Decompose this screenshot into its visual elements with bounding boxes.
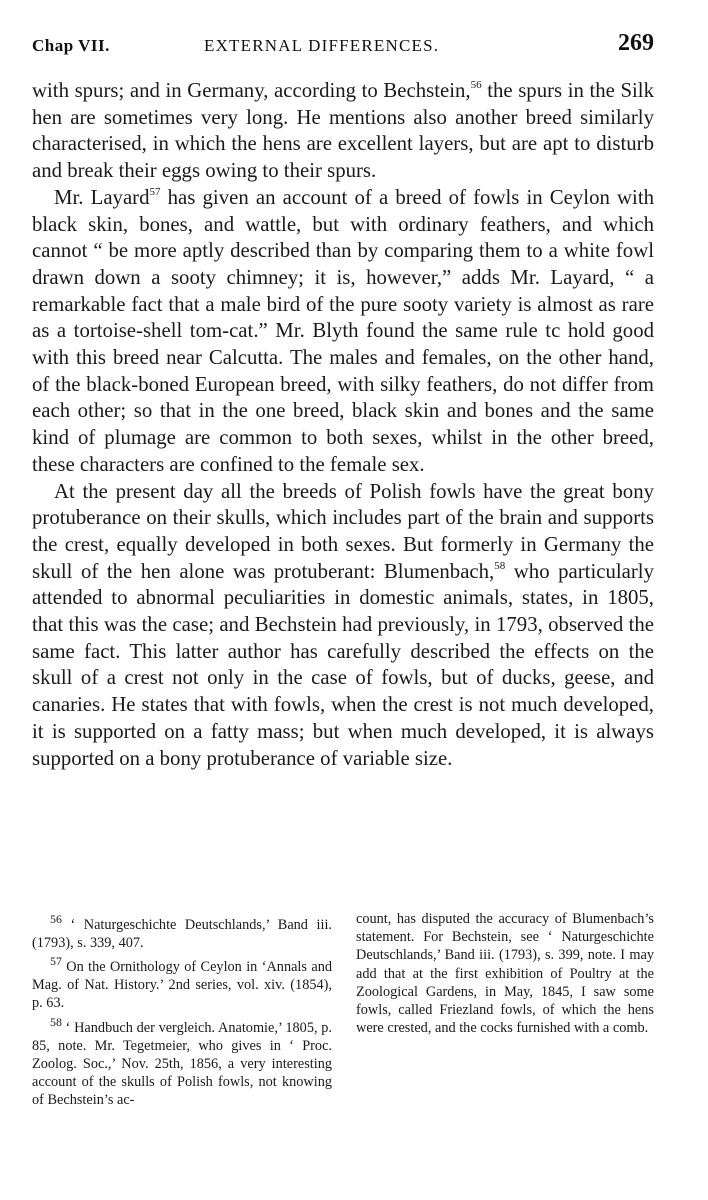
- footnote-58: [32, 1013, 332, 1110]
- footnote-text: On the Ornithology of Ceylon in ‘Annals and Mag. of Nat. History.’ 2nd series, vol. xiv. (1854), p. 63.: [32, 958, 332, 1012]
- text-run: At the present day all the breeds of Polish fowls have the great bony protuberance on their skulls, which includes part of the brain and supports the crest, equally developed in both sexes. But formerly in Germany the skull of the hen alone was protuberant: Blumenbach,: [32, 479, 654, 583]
- text-run: has given an account of a breed of fowls in Ceylon with black skin, bones, and wattle, but with ordinary feathers, and which cannot “ be more aptly described than by comparing them to a white fowl drawn down a sooty chimney; it is, however,” adds Mr. Layard, “ a remarkable fact that a male bird of the pure sooty variety is almost as rare as a tortoise-shell tom-cat.” Mr. Blyth found the same rule tc hold good with this breed near Calcutta. The males and females, on the other hand, of the black-boned European breed, with silky feathers, do not differ from each other; so that in the one breed, black skin and bones and the same kind of plumage are common to both sexes, whilst in the other breed, these characters are confined to the female sex.: [32, 185, 654, 476]
- footnote-number: 58: [50, 1014, 62, 1029]
- footnote-ref-56: 56: [470, 79, 482, 92]
- footnote-text: ‘ Naturgeschichte Deutschlands,’ Band iii. (1793), s. 339, 407.: [32, 916, 332, 951]
- page-header: [32, 30, 654, 64]
- text-run: Mr. Layard: [54, 185, 150, 209]
- footnotes-right-column: [356, 910, 654, 1037]
- footnote-number: 57: [50, 954, 62, 969]
- page-number: 269: [618, 30, 654, 56]
- paragraph-2: [32, 185, 654, 479]
- text-run: the spurs in the Silk hen are sometimes very long. He mentions also another breed similarly characterised, in which the hens are excellent layers, but are apt to disturb and break their eggs owing to their spurs.: [32, 79, 654, 183]
- running-title: EXTERNAL DIFFERENCES.: [204, 36, 440, 55]
- text-run: who particularly attended to abnormal peculiarities in domestic animals, states, in 1805, that this was the case; and Bechstein had previously, in 1793, observed the same fact. This latter author has carefully described the effects on the skull of a crest not only in the case of fowls, but of ducks, geese, and canaries. He states that with fowls, when the crest is not much developed, it is supported on a fatty mass; but when much developed, it is always supported on a bony protuberance of variable size.: [32, 559, 654, 770]
- paragraph-3: [32, 479, 654, 773]
- footnote-56: [32, 910, 332, 952]
- footnote-number: 56: [50, 912, 62, 926]
- paragraph-1: [32, 78, 654, 185]
- footnote-58-continued: count, has disputed the accuracy of Blumenbach’s statement. For Bechstein, see ‘ Naturgeschichte Deutschlands,’ Band iii. (1793), s. 399, note. I may add that at the first exhibition of Poultry at the Zoological Gardens, in May, 1845, I saw some fowls, called Friezland fowls, of which the hens were crested, and the cocks furnished with a comb.: [356, 911, 654, 1037]
- footnote-ref-58: 58: [494, 559, 506, 572]
- footnote-57: [32, 952, 332, 1012]
- text-run: with spurs; and in Germany, according to Bechstein,: [32, 79, 471, 102]
- chapter-label: Chap VII.: [32, 36, 110, 55]
- footnote-text: ‘ Handbuch der vergleich. Anatomie,’ 1805, p. 85, note. Mr. Tegetmeier, who gives in ‘ Proc. Zoolog. Soc.,’ Nov. 25th, 1856, a very interesting account of the skulls of Polish fowls, not knowing of Bechstein’s ac-: [32, 1019, 332, 1109]
- footnotes-left-column: [32, 910, 332, 1109]
- main-text: [32, 78, 654, 772]
- footnote-ref-57: 57: [149, 185, 161, 198]
